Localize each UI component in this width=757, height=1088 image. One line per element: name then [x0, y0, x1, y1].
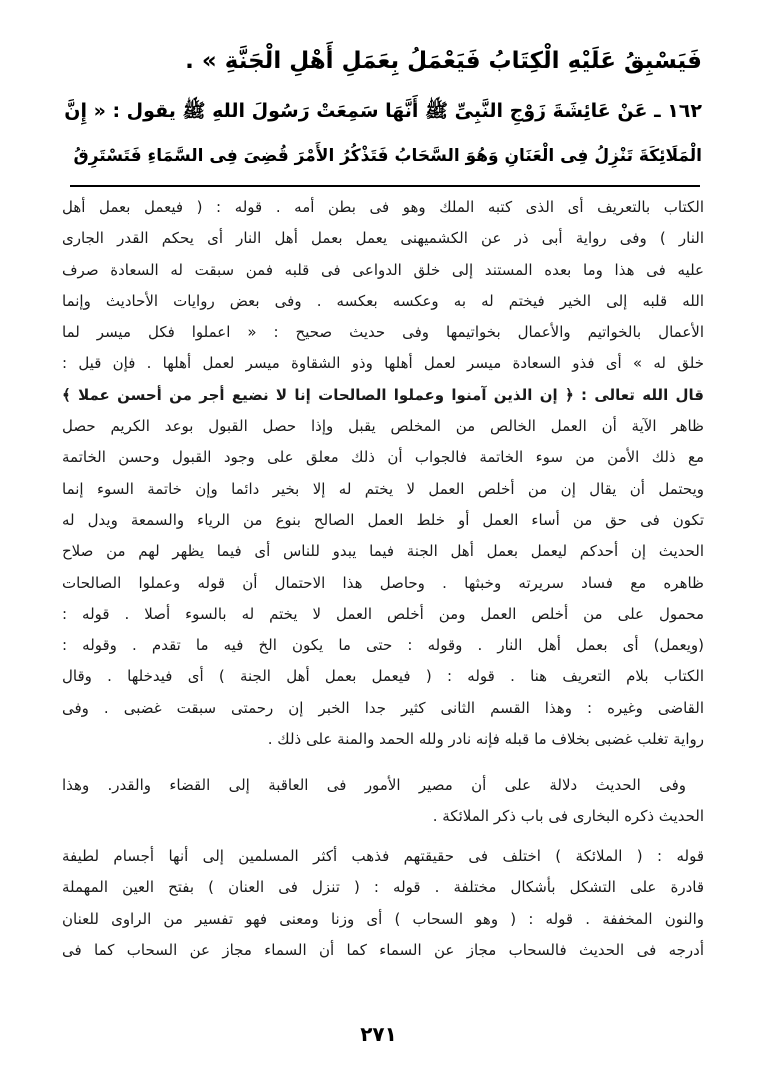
commentary-line: القاضى وغيره : وهذا القسم الثانى كثير جدا الخبر إن رحمتى سبقت غضبى . وفى — [62, 698, 704, 717]
commentary-line: الكتاب بالتعريف أى الذى كتبه الملك وهو فى بطن أمه . قوله : ( فيعمل بعمل أهل — [62, 198, 704, 216]
commentary-line: قادرة على التشكل بأشكال مختلفة . قوله : ( تنزل فى العنان ) بفتح العين المهملة — [62, 878, 704, 897]
page-number: ٢٧١ — [360, 1022, 397, 1046]
hadith-text-line-1: فَيَسْبِقُ عَلَيْهِ الْكِتَابُ فَيَعْمَلُ بِعَمَلِ أَهْلِ الْجَنَّةِ » . — [185, 48, 702, 74]
hadith-text-line-3: الْمَلَائِكَةَ تَنْزِلُ فِى الْعَنَانِ وَهُوَ السَّحَابُ فَتَذْكُرُ الأَمْرَ قُضِىَ فِى السَّمَاءِ فَتَسْتَرِقُ — [73, 146, 702, 166]
commentary-line: ظاهره مع فساد سريرته وخبثها . وحاصل هذا الاحتمال أن قوله وعملوا الصالحات — [62, 573, 704, 592]
commentary-block-3 — [62, 841, 704, 966]
hadith-text-line-2: ١٦٢ ـ عَنْ عَائِشَةَ زَوْجِ النَّبِىِّ ﷺ أَنَّهَا سَمِعَتْ رَسُولَ اللهِ ﷺ يقول : « إِنَّ — [64, 100, 702, 122]
commentary-line: الله قلبه إلى الخير فيختم له به وعكسه بعكسه . وفى بعض روايات الأحاديث وإنما — [62, 291, 704, 310]
commentary-line: مع ذلك الأمن من سوء الخاتمة فالجواب أن ذلك معلق على وجود القبول وحسن الخاتمة — [62, 448, 704, 467]
commentary-line: الأعمال بالخواتيم والأعمال بخواتيمها وفى حديث صحيح : « اعملوا فكل ميسر لما — [62, 323, 704, 342]
commentary-line: النار ) وفى رواية أبى ذر عن الكشميهنى يعمل بعمل أهل النار أى يحكم القدر الجارى — [62, 229, 704, 248]
commentary-line: والنون المخففة . قوله : ( وهو السحاب ) أى وزنا ومعنى فهو تفسير من الراوى للعنان — [62, 909, 704, 928]
commentary-line: الحديث ذكره البخارى فى باب ذكر الملائكة . — [432, 807, 704, 826]
commentary-line: رواية تغلب غضبى بخلاف ما قبله فإنه نادر ولله الحمد والمنة على ذلك . — [267, 730, 704, 749]
quran-verse-line: قال الله تعالى : ﴿ إن الذين آمنوا وعملوا الصالحات إنا لا نضيع أجر من أحسن عملا ﴾ — [62, 385, 704, 404]
commentary-line: وفى الحديث دلالة على أن مصير الأمور فى العاقبة إلى القضاء والقدر. وهذا — [62, 776, 686, 794]
commentary-line: خلق له » أى فذو السعادة ميسر لعمل أهلها وذو الشقاوة ميسر لعمل أهلها . فإن قيل : — [62, 354, 704, 373]
commentary-line: الكتاب بلام التعريف هنا . قوله : ( فيعمل بعمل أهل الجنة ) أى فيدخلها . وقال — [62, 667, 704, 686]
section-divider — [70, 185, 700, 187]
commentary-block-1 — [62, 192, 704, 755]
commentary-line: تكون فى حق من أساء العمل أو خلط العمل الصالح بنوع من الرياء والسمعة ويدل له — [62, 510, 704, 529]
commentary-line: ظاهر الآية أن العمل الخالص من المخلص يقبل وإذا حصل القبول بوعد الكريم حصل — [62, 417, 704, 436]
commentary-line: ويحتمل أن يقال إن من أخلص العمل لا يختم له إلا بخير دائما وإن خاتمة السوء إنما — [62, 479, 704, 498]
commentary-line: أدرجه فى الحديث فالسحاب مجاز عن السماء كما أن السماء مجاز عن السحاب كما فى — [62, 940, 704, 959]
commentary-line: عليه فى هذا وما بعده المستند إلى خلق الدواعى فى قلبه فمن سبقت له السعادة صرف — [62, 260, 704, 279]
commentary-line: قوله : ( الملائكة ) اختلف فى حقيقتهم فذهب أكثر المسلمين إلى أنها أجسام لطيفة — [62, 847, 704, 865]
commentary-line: الحديث إن أحدكم ليعمل بعمل أهل الجنة فيما يبدو للناس أى فيما يظهر لهم من صلاح — [62, 542, 704, 561]
commentary-line: (ويعمل) أى بعمل أهل النار . وقوله : حتى ما يكون الخ فيه ما تقدم . وقوله : — [62, 636, 704, 655]
commentary-line: محمول على من أخلص العمل ومن أخلص العمل لا يختم له بالسوء أصلا . قوله : — [62, 604, 704, 623]
commentary-block-2 — [62, 770, 704, 833]
